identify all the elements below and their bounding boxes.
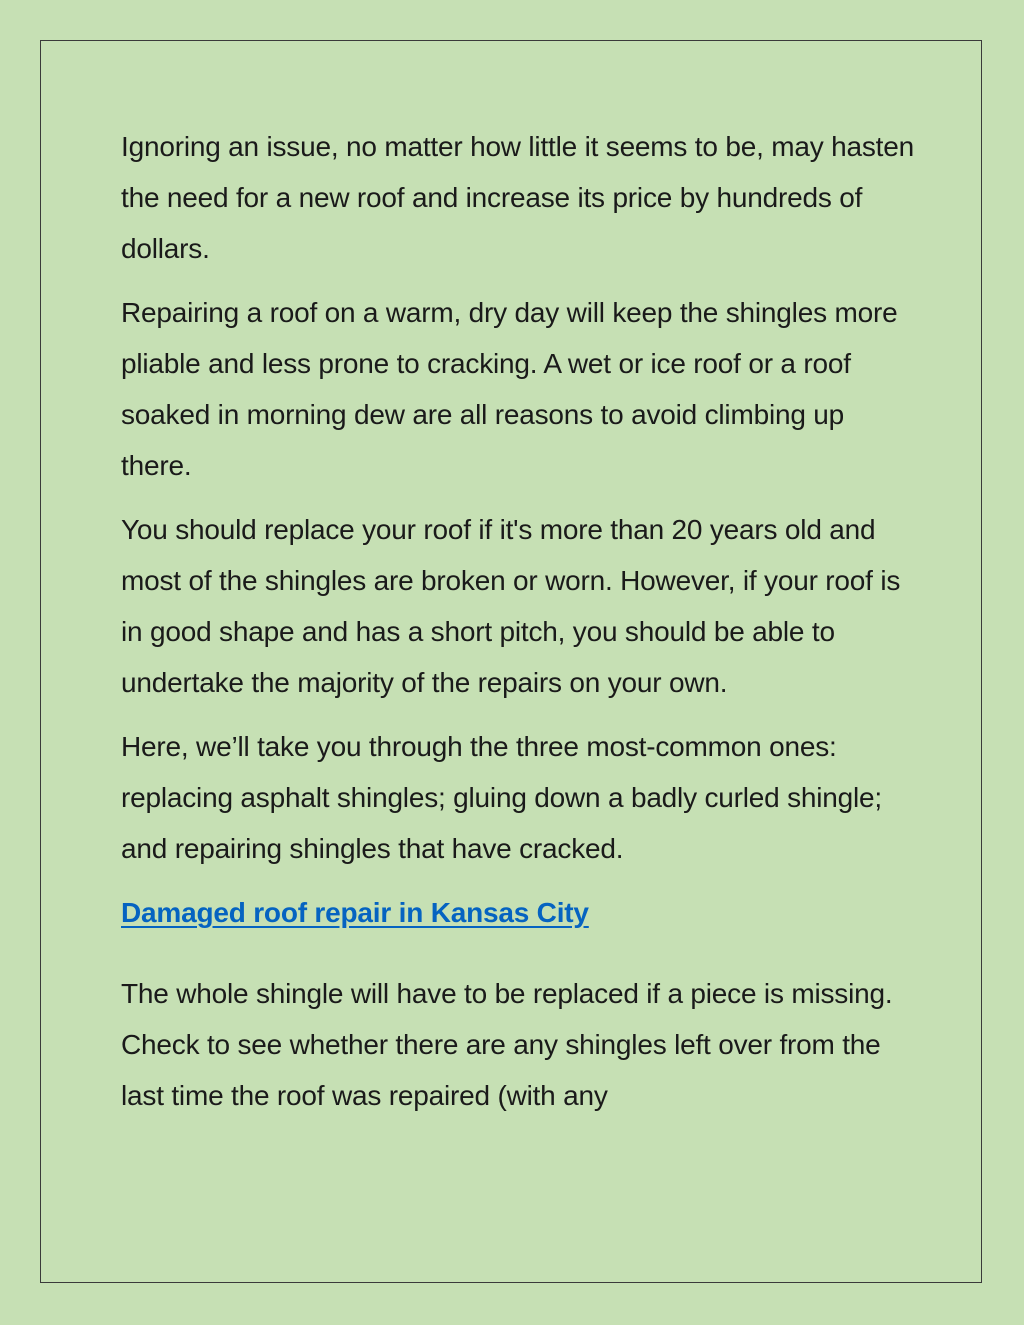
document-body [121, 121, 921, 1134]
kansas-city-roof-repair-link[interactable]: Damaged roof repair in Kansas City [121, 897, 589, 928]
paragraph-ignoring-issue: Ignoring an issue, no matter how little it seems to be, may hasten the need for a new roof and increase its price by hundreds of dollars. [121, 131, 914, 264]
paragraph-warm-dry-day: Repairing a roof on a warm, dry day will keep the shingles more pliable and less prone to cracking. A wet or ice roof or a roof soaked in morning dew are all reasons to avoid climbing up there. [121, 297, 898, 481]
paragraph-replace-roof: You should replace your roof if it's more than 20 years old and most of the shingles are broken or worn. However, if your roof is in good shape and has a short pitch, you should be able to undertake the majority of the repairs on your own. [121, 514, 901, 698]
paragraph-three-common-repairs: Here, we’ll take you through the three most-common ones: replacing asphalt shingles; gluing down a badly curled shingle; and repairing shingles that have cracked. [121, 731, 883, 864]
paragraph-whole-shingle: The whole shingle will have to be replaced if a piece is missing. Check to see whether there are any shingles left over from the last time the roof was repaired (with any [121, 978, 893, 1111]
